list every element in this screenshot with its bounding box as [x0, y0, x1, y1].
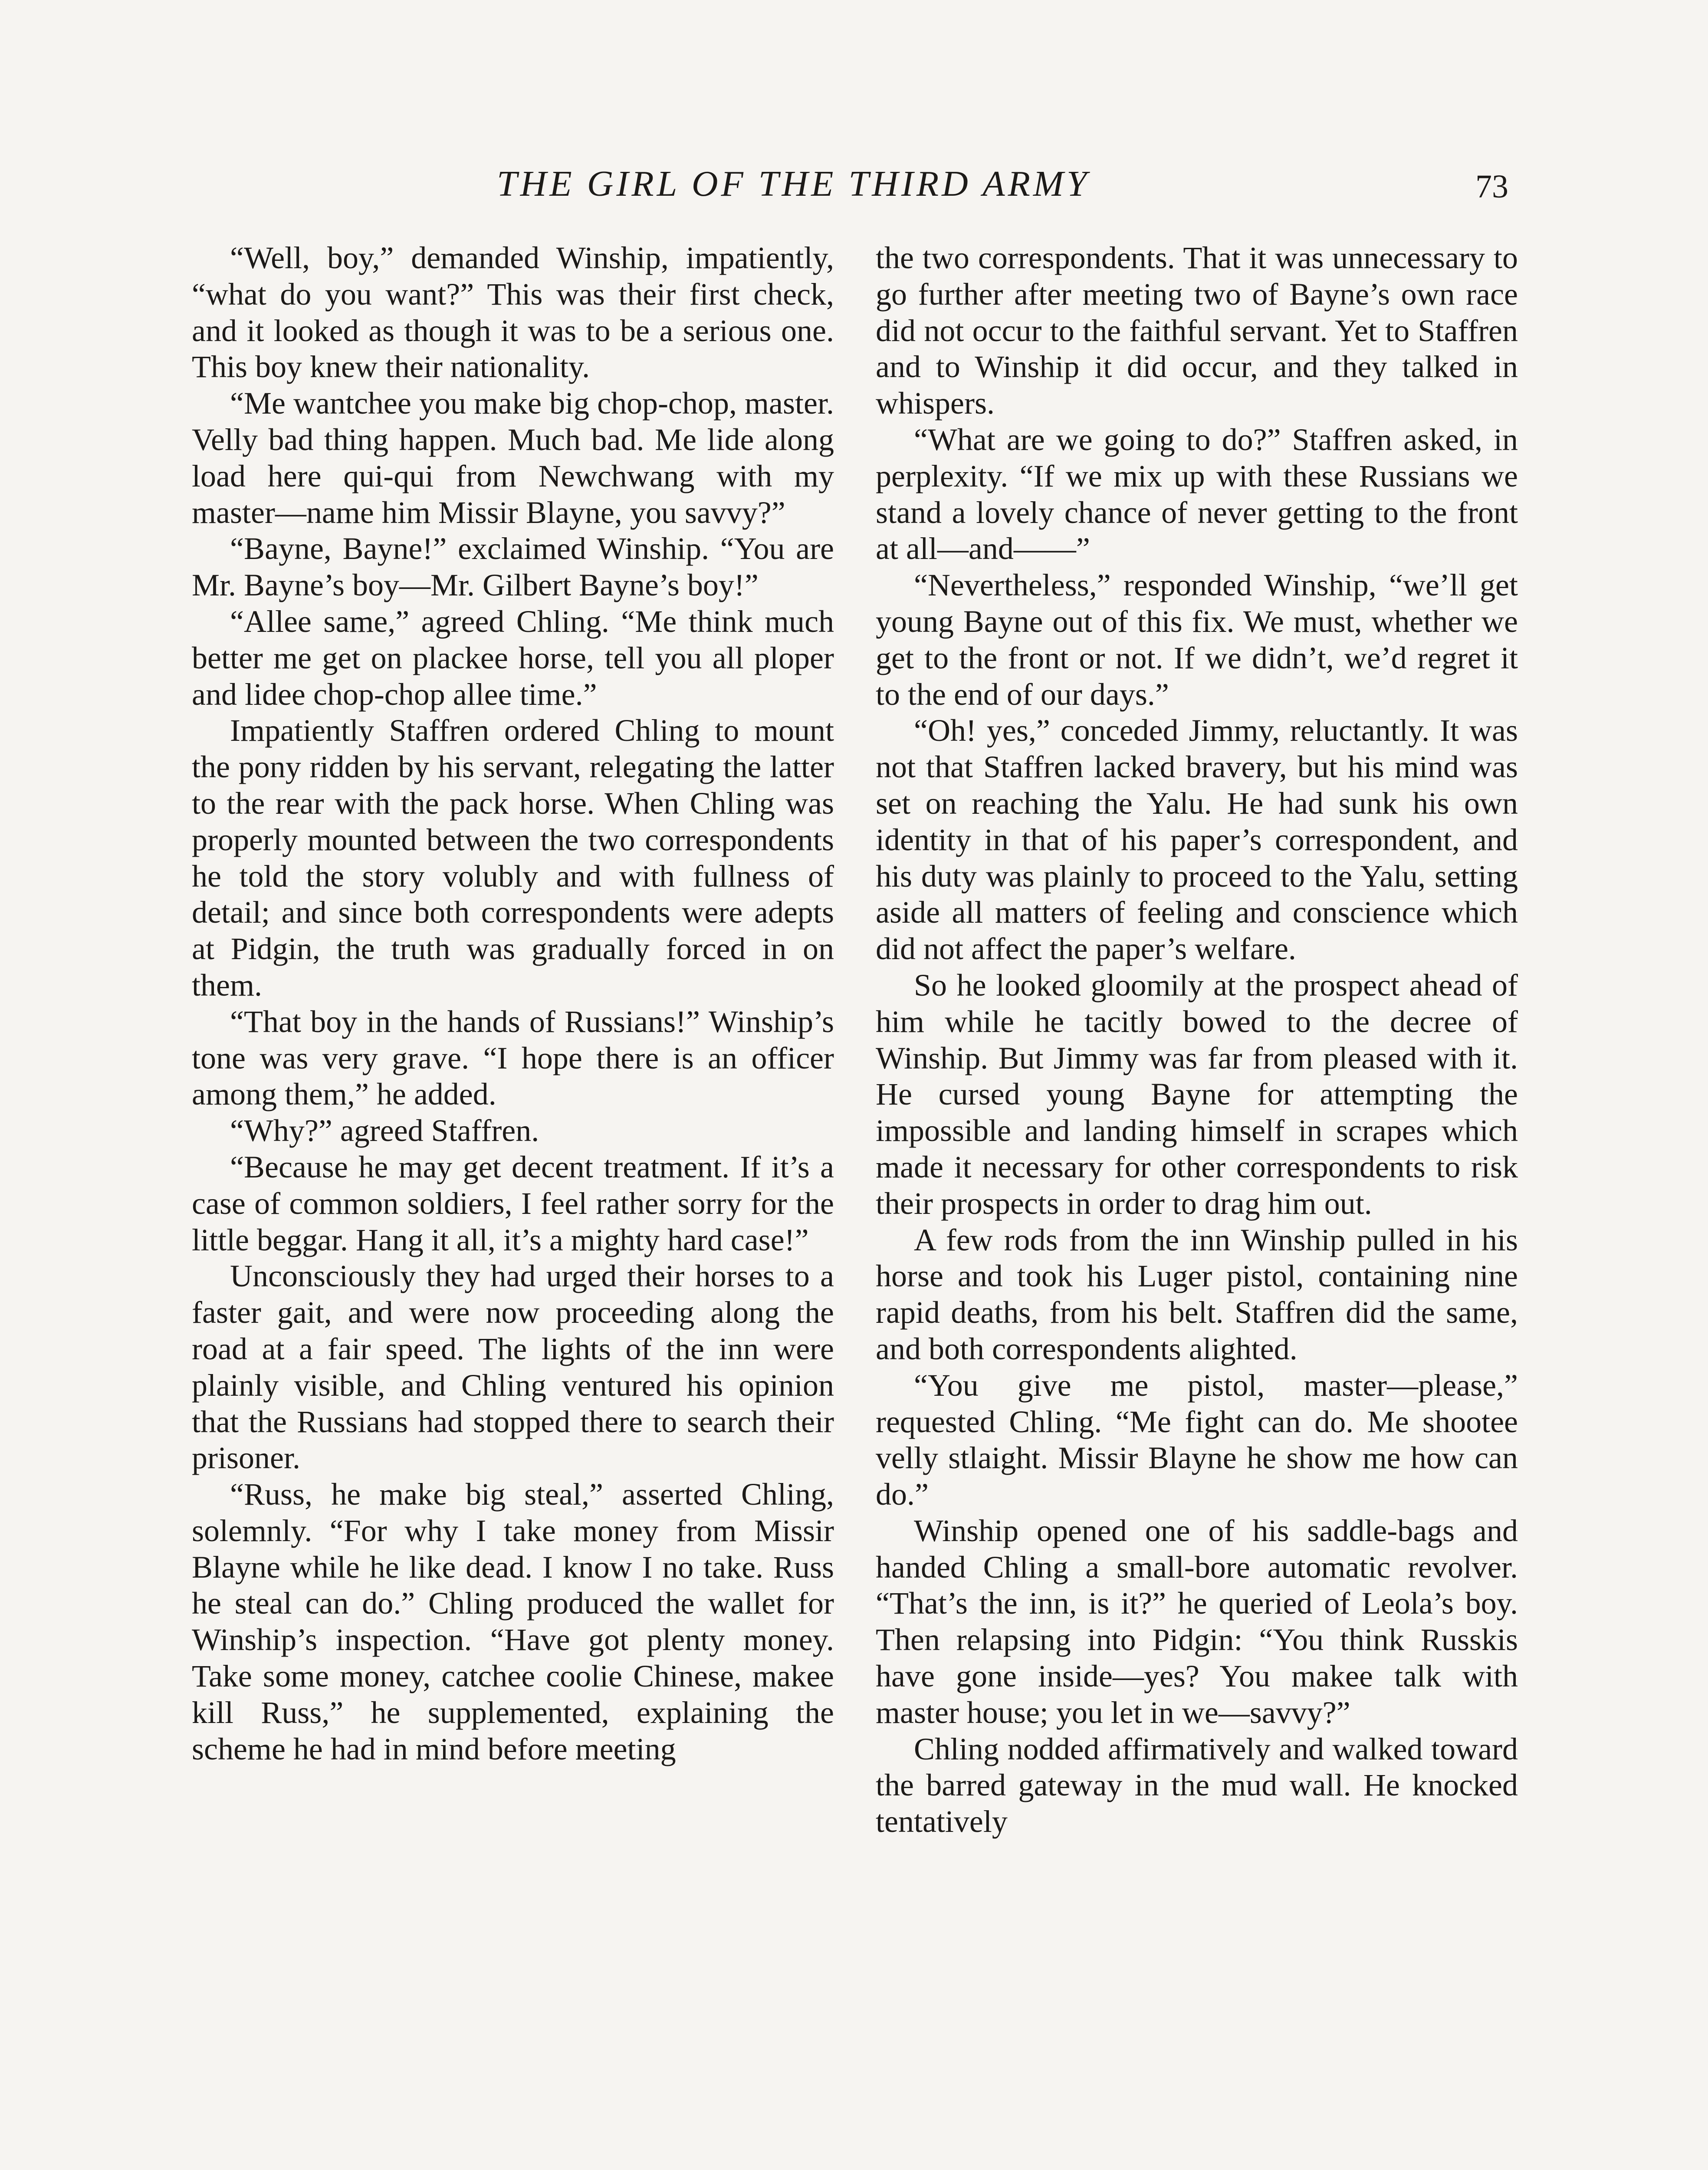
- paragraph: “Because he may get decent treatment. If it’s a case of common soldiers, I feel rather sorry for the little beggar. Hang it all, it’s a mighty hard case!”: [192, 1149, 834, 1257]
- page-header: [0, 163, 1708, 210]
- right-column: [876, 240, 1518, 1840]
- paragraph: “Bayne, Bayne!” exclaimed Winship. “You are Mr. Bayne’s boy—Mr. Gilbert Bayne’s boy!”: [192, 531, 834, 603]
- paragraph: “Allee same,” agreed Chling. “Me think much better me get on plackee horse, tell you all ploper and lidee chop-chop allee time.”: [192, 604, 834, 712]
- paragraph: “Oh! yes,” conceded Jimmy, reluctantly. It was not that Staffren lacked bravery, but his mind was set on reaching the Yalu. He had sunk his own identity in that of his paper’s correspondent, and his duty was plainly to proceed to the Yalu, setting aside all matters of feeling and conscience which did not affect the paper’s welfare.: [876, 713, 1518, 967]
- paragraph: “That boy in the hands of Russians!” Winship’s tone was very grave. “I hope there is an officer among them,” he added.: [192, 1004, 834, 1112]
- paragraph: “Me wantchee you make big chop-chop, master. Velly bad thing happen. Much bad. Me lide along load here qui-qui from Newchwang with my master—name him Missir Blayne, you savvy?”: [192, 386, 834, 530]
- paragraph: A few rods from the inn Winship pulled in his horse and took his Luger pistol, containing nine rapid deaths, from his belt. Staffren did the same, and both correspondents alighted.: [876, 1222, 1518, 1366]
- paragraph: So he looked gloomily at the prospect ahead of him while he tacitly bowed to the decree of Winship. But Jimmy was far from pleased with it. He cursed young Bayne for attempting the impossible and landing himself in scrapes which made it necessary for other correspondents to risk their prospects in order to drag him out.: [876, 967, 1518, 1221]
- paragraph: “What are we going to do?” Staffren asked, in perplexity. “If we mix up with these Russians we stand a lovely chance of never getting to the front at all—and——”: [876, 422, 1518, 566]
- paragraph: “Well, boy,” demanded Winship, impatiently, “what do you want?” This was their first check, and it looked as though it was to be a serious one. This boy knew their nationality.: [192, 240, 834, 385]
- left-column: [192, 240, 834, 1767]
- paragraph: Impatiently Staffren ordered Chling to mount the pony ridden by his servant, relegating the latter to the rear with the pack horse. When Chling was properly mounted between the two correspondents he told the story volubly and with fullness of detail; and since both correspondents were adepts at Pidgin, the truth was gradually forced in on them.: [192, 713, 834, 1003]
- page-number: 73: [1475, 168, 1508, 205]
- paragraph: Chling nodded affirmatively and walked toward the barred gateway in the mud wall. He knocked tentatively: [876, 1731, 1518, 1839]
- paragraph: “Why?” agreed Staffren.: [230, 1113, 539, 1148]
- paragraph: Winship opened one of his saddle-bags and handed Chling a small-bore automatic revolver. “That’s the inn, is it?” he queried of Leola’s boy. Then relapsing into Pidgin: “You think Russkis have gone inside—yes? You makee talk with master house; you let in we—savvy?”: [876, 1513, 1518, 1730]
- running-title: THE GIRL OF THE THIRD ARMY: [497, 164, 1090, 204]
- paragraph: “Russ, he make big steal,” asserted Chling, solemnly. “For why I take money from Missir Blayne while he like dead. I know I no take. Russ he steal can do.” Chling produced the wallet for Winship’s inspection. “Have got plenty money. Take some money, catchee coolie Chinese, makee kill Russ,” he supplemented, explaining the scheme he had in mind before meeting: [192, 1477, 834, 1766]
- paragraph: Unconsciously they had urged their horses to a faster gait, and were now proceeding along the road at a fair speed. The lights of the inn were plainly visible, and Chling ventured his opinion that the Russians had stopped there to search their prisoner.: [192, 1259, 834, 1476]
- paragraph: “You give me pistol, master—please,” requested Chling. “Me fight can do. Me shootee velly stlaight. Missir Blayne he show me how can do.”: [876, 1368, 1518, 1512]
- paragraph-continued: the two correspondents. That it was unnecessary to go further after meeting two of Bayne’s own race did not occur to the faithful servant. Yet to Staffren and to Winship it did occur, and they talked in whispers.: [876, 240, 1518, 421]
- paragraph: “Nevertheless,” responded Winship, “we’ll get young Bayne out of this fix. We must, whether we get to the front or not. If we didn’t, we’d regret it to the end of our days.”: [876, 568, 1518, 712]
